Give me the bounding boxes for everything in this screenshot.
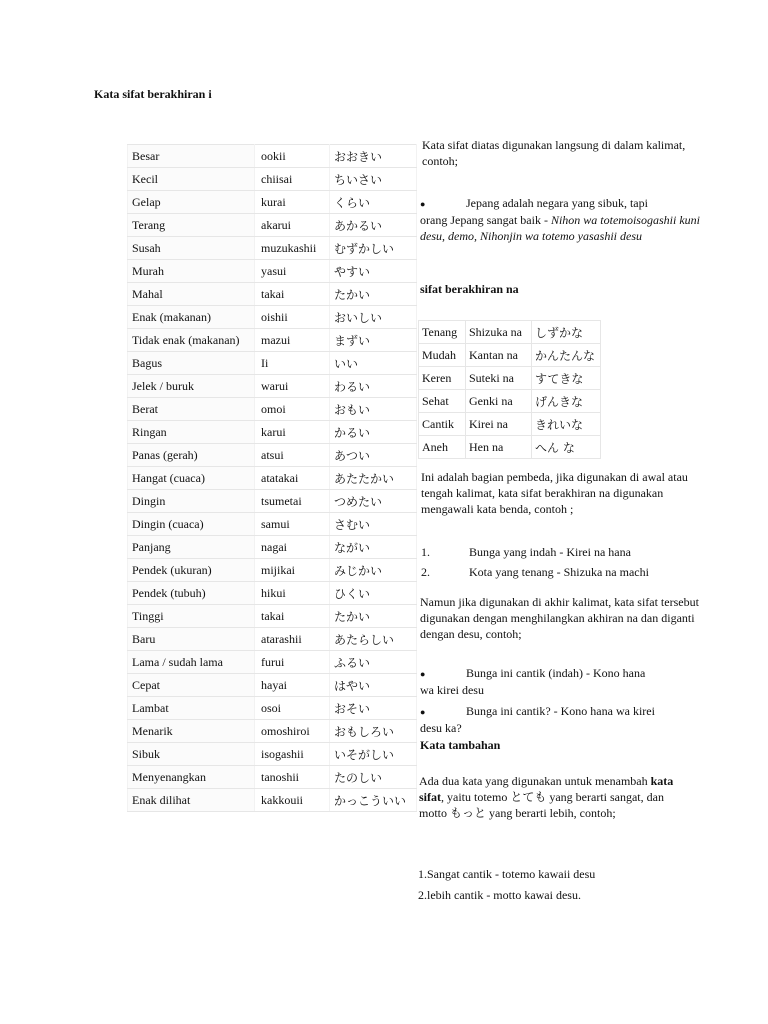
- table-row: [128, 329, 417, 352]
- table-cell: Cantik: [419, 413, 466, 436]
- table-row: [128, 766, 417, 789]
- table-cell: Menyenangkan: [128, 766, 255, 789]
- table-cell: furui: [255, 651, 330, 674]
- table-cell: takai: [255, 283, 330, 306]
- table-row: [128, 605, 417, 628]
- adverb-example: 1.Sangat cantik - totemo kawaii desu: [418, 867, 596, 881]
- table-cell: Tidak enak (makanan): [128, 329, 255, 352]
- table-cell: Bagus: [128, 352, 255, 375]
- table-row: [128, 352, 417, 375]
- list-text: Bunga yang indah - Kirei na hana: [469, 545, 631, 559]
- table-cell: omoshiroi: [255, 720, 330, 743]
- example-japanese: Nihon wa totemoisogashii kuni desu, demo, Nihonjin wa totemo yasashii desu: [420, 213, 700, 243]
- table-cell: mazui: [255, 329, 330, 352]
- table-cell: Tinggi: [128, 605, 255, 628]
- table-cell: nagai: [255, 536, 330, 559]
- table-cell: omoi: [255, 398, 330, 421]
- table-row: [128, 651, 417, 674]
- table-row: [419, 367, 601, 390]
- table-row: [128, 375, 417, 398]
- table-cell: Sehat: [419, 390, 466, 413]
- table-row: [419, 390, 601, 413]
- table-row: [128, 145, 417, 168]
- table-cell: osoi: [255, 697, 330, 720]
- table-cell: muzukashii: [255, 237, 330, 260]
- table-cell: hayai: [255, 674, 330, 697]
- table-cell: hikui: [255, 582, 330, 605]
- document-title: Kata sifat berakhiran i: [94, 87, 212, 101]
- table-row: [128, 697, 417, 720]
- table-cell: atsui: [255, 444, 330, 467]
- table-cell: おもしろい: [330, 720, 417, 743]
- table-cell: すてきな: [532, 367, 601, 390]
- table-cell: Enak dilihat: [128, 789, 255, 812]
- bullet-icon: ●: [420, 707, 426, 717]
- table-cell: Sibuk: [128, 743, 255, 766]
- table-cell: Ii: [255, 352, 330, 375]
- table-cell: たかい: [330, 605, 417, 628]
- bullet-example-2: ● Bunga ini cantik? - Kono hana wa kirei desu ka?: [420, 704, 655, 735]
- table-row: [419, 413, 601, 436]
- table-cell: たのしい: [330, 766, 417, 789]
- adverb-paragraph: Ada dua kata yang digunakan untuk menambah kata sifat, yaitu totemo とても yang berarti sangat, dan motto もっと yang berarti lebih, contoh;: [419, 774, 674, 820]
- table-cell: Tenang: [419, 321, 466, 344]
- table-cell: かっこういい: [330, 789, 417, 812]
- table-cell: Jelek / buruk: [128, 375, 255, 398]
- table-cell: おおきい: [330, 145, 417, 168]
- table-cell: Baru: [128, 628, 255, 651]
- difference-paragraph: Ini adalah bagian pembeda, jika digunakan di awal atau tengah kalimat, kata sifat berakhiran na digunakan mengawali kata benda, contoh ;: [421, 470, 688, 516]
- table-cell: Terang: [128, 214, 255, 237]
- table-cell: あたらしい: [330, 628, 417, 651]
- table-cell: Besar: [128, 145, 255, 168]
- table-cell: Suteki na: [466, 367, 532, 390]
- table-cell: kakkouii: [255, 789, 330, 812]
- table-row: [128, 421, 417, 444]
- table-cell: むずかしい: [330, 237, 417, 260]
- example-paragraph: [420, 195, 700, 244]
- i-adjective-table: [127, 144, 417, 812]
- table-cell: isogashii: [255, 743, 330, 766]
- table-cell: みじかい: [330, 559, 417, 582]
- table-cell: しずかな: [532, 321, 601, 344]
- table-cell: おいしい: [330, 306, 417, 329]
- numbered-list: [421, 542, 649, 582]
- table-cell: Panjang: [128, 536, 255, 559]
- list-text: Kota yang tenang - Shizuka na machi: [469, 565, 649, 579]
- table-cell: atatakai: [255, 467, 330, 490]
- table-cell: おもい: [330, 398, 417, 421]
- table-cell: あつい: [330, 444, 417, 467]
- table-cell: Susah: [128, 237, 255, 260]
- list-item: [421, 562, 649, 582]
- bullet-icon: ●: [420, 199, 426, 209]
- list-item: [421, 542, 649, 562]
- table-cell: Enak (makanan): [128, 306, 255, 329]
- table-row: [128, 490, 417, 513]
- table-cell: まずい: [330, 329, 417, 352]
- table-row: [128, 789, 417, 812]
- table-cell: atarashii: [255, 628, 330, 651]
- table-cell: Pendek (tubuh): [128, 582, 255, 605]
- bullet-example-1: ● Bunga ini cantik (indah) - Kono hana wa kirei desu: [420, 666, 646, 697]
- table-cell: あたたかい: [330, 467, 417, 490]
- table-cell: Dingin (cuaca): [128, 513, 255, 536]
- table-row: [128, 743, 417, 766]
- table-cell: mijikai: [255, 559, 330, 582]
- table-cell: Hen na: [466, 436, 532, 459]
- table-cell: takai: [255, 605, 330, 628]
- table-cell: karui: [255, 421, 330, 444]
- table-row: [128, 536, 417, 559]
- end-usage-paragraph: Namun jika digunakan di akhir kalimat, kata sifat tersebut digunakan dengan menghilangkan akhiran na dan diganti dengan desu, contoh;: [420, 595, 699, 641]
- example-rest: orang Jepang sangat baik -: [420, 213, 551, 227]
- table-cell: きれいな: [532, 413, 601, 436]
- table-row: [128, 283, 417, 306]
- table-cell: かるい: [330, 421, 417, 444]
- table-cell: oishii: [255, 306, 330, 329]
- table-cell: ちいさい: [330, 168, 417, 191]
- table-cell: いい: [330, 352, 417, 375]
- table-row: [419, 344, 601, 367]
- table-cell: Lama / sudah lama: [128, 651, 255, 674]
- table-cell: Keren: [419, 367, 466, 390]
- table-cell: Kirei na: [466, 413, 532, 436]
- table-cell: Dingin: [128, 490, 255, 513]
- table-cell: くらい: [330, 191, 417, 214]
- table-cell: Aneh: [419, 436, 466, 459]
- table-cell: Genki na: [466, 390, 532, 413]
- table-row: [128, 398, 417, 421]
- table-cell: へん な: [532, 436, 601, 459]
- table-cell: Mahal: [128, 283, 255, 306]
- table-cell: Berat: [128, 398, 255, 421]
- table-cell: yasui: [255, 260, 330, 283]
- table-row: [128, 237, 417, 260]
- table-cell: Kantan na: [466, 344, 532, 367]
- table-row: [128, 214, 417, 237]
- adverb-examples: [418, 864, 595, 906]
- table-row: [128, 513, 417, 536]
- table-row: [128, 559, 417, 582]
- table-cell: げんきな: [532, 390, 601, 413]
- table-row: [128, 191, 417, 214]
- table-cell: Gelap: [128, 191, 255, 214]
- table-row: [128, 674, 417, 697]
- table-cell: わるい: [330, 375, 417, 398]
- table-cell: Mudah: [419, 344, 466, 367]
- table-cell: Murah: [128, 260, 255, 283]
- table-row: [128, 720, 417, 743]
- table-cell: ながい: [330, 536, 417, 559]
- table-cell: tsumetai: [255, 490, 330, 513]
- table-row: [128, 444, 417, 467]
- table-cell: Menarik: [128, 720, 255, 743]
- na-heading: sifat berakhiran na: [420, 282, 519, 296]
- table-cell: Hangat (cuaca): [128, 467, 255, 490]
- table-cell: kurai: [255, 191, 330, 214]
- adverb-example: 2.lebih cantik - motto kawai desu.: [418, 888, 581, 902]
- table-cell: tanoshii: [255, 766, 330, 789]
- table-cell: Shizuka na: [466, 321, 532, 344]
- table-row: [128, 306, 417, 329]
- list-number: 2.: [421, 565, 430, 579]
- table-cell: つめたい: [330, 490, 417, 513]
- table-cell: やすい: [330, 260, 417, 283]
- table-cell: Ringan: [128, 421, 255, 444]
- table-cell: ふるい: [330, 651, 417, 674]
- table-cell: ひくい: [330, 582, 417, 605]
- table-cell: かんたんな: [532, 344, 601, 367]
- intro-paragraph: Kata sifat diatas digunakan langsung di dalam kalimat, contoh;: [422, 138, 686, 168]
- table-cell: chiisai: [255, 168, 330, 191]
- table-cell: たかい: [330, 283, 417, 306]
- table-cell: Lambat: [128, 697, 255, 720]
- table-row: [128, 467, 417, 490]
- table-cell: Cepat: [128, 674, 255, 697]
- table-cell: akarui: [255, 214, 330, 237]
- table-cell: おそい: [330, 697, 417, 720]
- table-row: [128, 582, 417, 605]
- table-cell: あかるい: [330, 214, 417, 237]
- table-cell: Panas (gerah): [128, 444, 255, 467]
- table-row: [128, 260, 417, 283]
- table-cell: Pendek (ukuran): [128, 559, 255, 582]
- table-cell: samui: [255, 513, 330, 536]
- table-cell: Kecil: [128, 168, 255, 191]
- table-cell: さむい: [330, 513, 417, 536]
- table-row: [419, 436, 601, 459]
- table-row: [128, 628, 417, 651]
- table-row: [419, 321, 601, 344]
- table-row: [128, 168, 417, 191]
- bullet-icon: ●: [420, 669, 426, 679]
- table-cell: ookii: [255, 145, 330, 168]
- example-lead: Jepang adalah negara yang sibuk, tapi: [466, 196, 648, 210]
- table-cell: warui: [255, 375, 330, 398]
- table-cell: はやい: [330, 674, 417, 697]
- na-adjective-table: [418, 320, 601, 459]
- adverb-heading: Kata tambahan: [420, 738, 501, 752]
- list-number: 1.: [421, 545, 430, 559]
- table-cell: いそがしい: [330, 743, 417, 766]
